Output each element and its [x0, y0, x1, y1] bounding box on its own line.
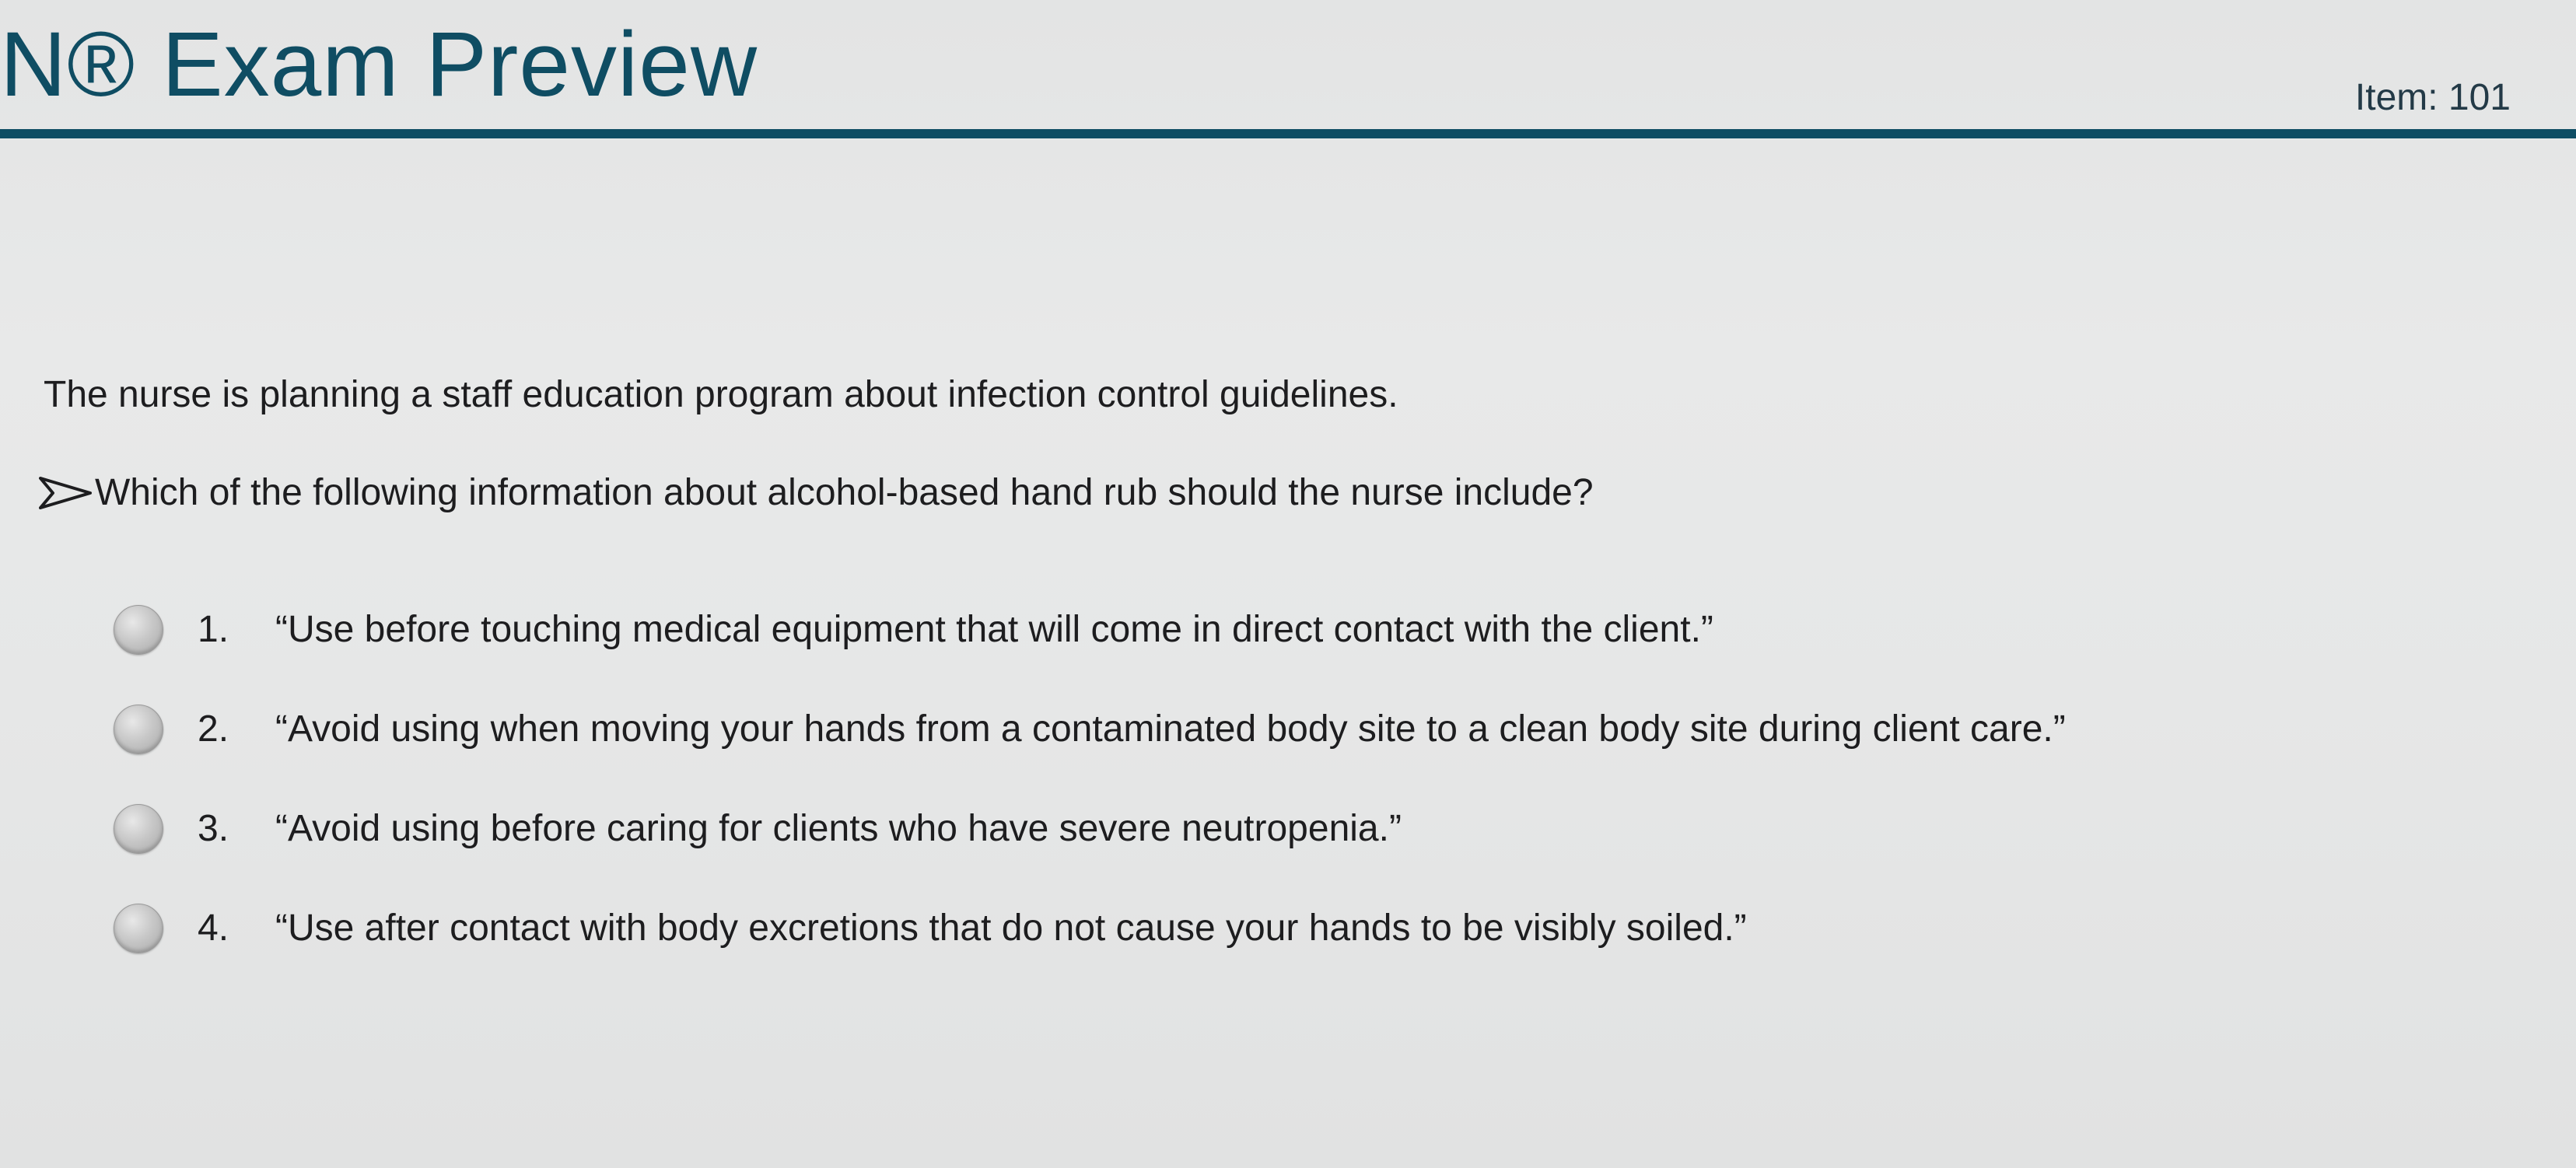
header-divider [0, 129, 2576, 138]
radio-button[interactable] [114, 705, 163, 754]
option-text: “Use before touching medical equipment that will come in direct contact with the client.” [275, 609, 1713, 650]
radio-button[interactable] [114, 804, 163, 854]
answer-option-1[interactable] [114, 599, 1713, 661]
arrow-right-icon [39, 475, 93, 511]
question-stem: The nurse is planning a staff education program about infection control guidelines. [44, 374, 1398, 415]
question-prompt [39, 470, 1594, 516]
question-panel [0, 138, 2576, 1168]
radio-button[interactable] [114, 605, 163, 655]
option-number: 1. [198, 609, 229, 650]
answer-option-3[interactable] [114, 798, 1402, 860]
option-text: “Avoid using when moving your hands from a contaminated body site to a clean body site during client care.” [275, 708, 2066, 750]
option-number: 2. [198, 708, 229, 750]
answer-option-4[interactable] [114, 897, 1747, 960]
answer-option-2[interactable] [114, 698, 2066, 761]
option-number: 3. [198, 808, 229, 849]
option-number: 4. [198, 907, 229, 949]
item-counter: Item: 101 [2354, 77, 2511, 118]
header-bar [0, 0, 2576, 144]
option-text: “Avoid using before caring for clients who have severe neutropenia.” [275, 808, 1402, 849]
radio-button[interactable] [114, 904, 163, 953]
app-title: N® Exam Preview [0, 13, 758, 116]
prompt-text: Which of the following information about alcohol-based hand rub should the nurse include? [95, 472, 1594, 513]
option-text: “Use after contact with body excretions that do not cause your hands to be visibly soiled.” [275, 907, 1747, 949]
